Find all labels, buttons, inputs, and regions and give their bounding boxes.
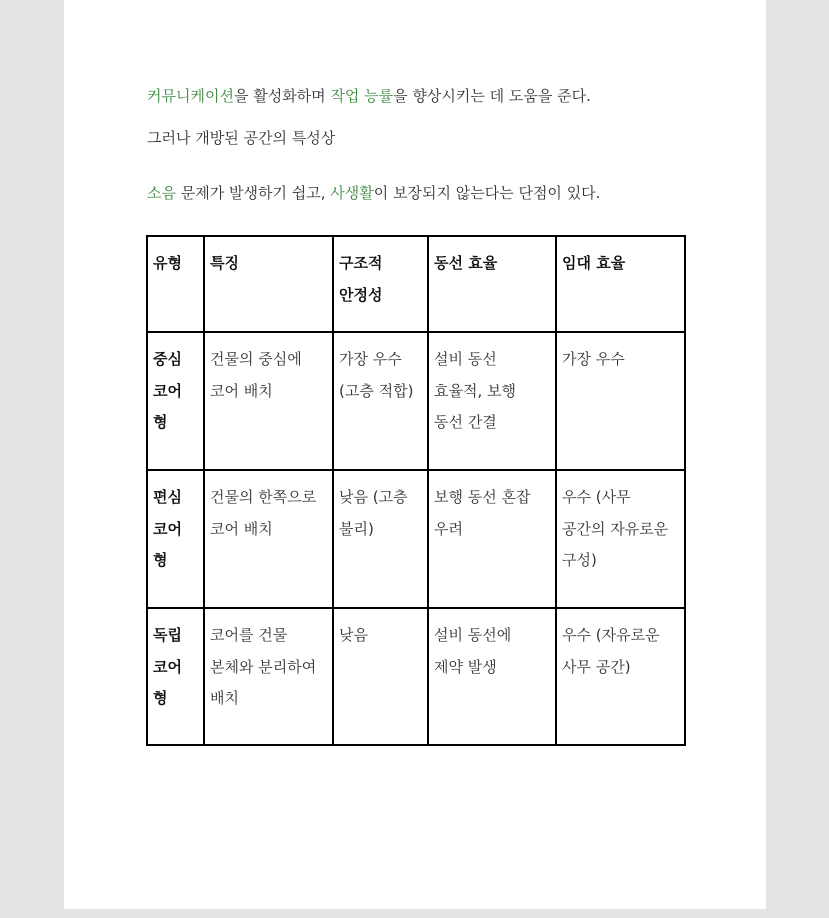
- cell-circulation-efficiency: [428, 332, 556, 470]
- paragraph-3: [147, 183, 600, 203]
- cell-text: 코어: [153, 381, 182, 400]
- cell-feature: [204, 332, 333, 470]
- cell-structural-stability: [333, 608, 428, 745]
- cell-text: (고층 적합): [339, 381, 414, 400]
- body-text: 을 향상시키는 데 도움을 준다.: [393, 87, 591, 105]
- cell-text: 동선 간결: [434, 413, 497, 431]
- header-rental-efficiency: [556, 236, 685, 332]
- cell-text: 코어 배치: [210, 519, 273, 538]
- highlight-text: 작업 능률: [330, 87, 394, 105]
- cell-text: 중심: [153, 350, 182, 368]
- cell-text: 구성): [562, 551, 597, 569]
- cell-text: 설비 동선에: [434, 626, 512, 644]
- cell-text: 코어 배치: [210, 381, 273, 400]
- table-row: [147, 332, 685, 470]
- cell-rental-efficiency: [556, 332, 685, 470]
- cell-rental-efficiency: [556, 470, 685, 608]
- cell-structural-stability: [333, 332, 428, 470]
- cell-text: 독립: [153, 626, 182, 644]
- cell-feature: [204, 470, 333, 608]
- cell-text: 코어: [153, 657, 182, 676]
- header-text: 동선 효율: [434, 254, 498, 272]
- table-row: [147, 608, 685, 745]
- body-text: 을 활성화하며: [233, 87, 331, 105]
- table-header-row: [147, 236, 685, 332]
- cell-text: 코어를 건물: [210, 626, 288, 644]
- cell-circulation-efficiency: [428, 470, 556, 608]
- cell-text: 낮음: [339, 626, 368, 644]
- paragraph-2: [147, 128, 335, 148]
- header-structural-stability: [333, 236, 428, 332]
- paragraph-1: [147, 86, 591, 106]
- header-text: 특징: [210, 254, 239, 272]
- cell-text: 가장 우수: [562, 350, 625, 368]
- table-row: [147, 470, 685, 608]
- cell-text: 형: [153, 413, 168, 431]
- cell-type: [147, 608, 204, 745]
- highlight-text: 사생활: [330, 184, 374, 202]
- body-text: 문제가 발생하기 쉽고,: [175, 184, 331, 202]
- header-text: 안정성: [339, 285, 383, 304]
- cell-text: 제약 발생: [434, 657, 497, 676]
- cell-type: [147, 470, 204, 608]
- document-page: [64, 0, 766, 909]
- core-type-table: [146, 235, 686, 746]
- cell-text: 형: [153, 689, 168, 707]
- cell-structural-stability: [333, 470, 428, 608]
- cell-text: 우려: [434, 519, 463, 538]
- cell-circulation-efficiency: [428, 608, 556, 745]
- body-text: 그러나 개방된 공간의 특성상: [147, 129, 336, 147]
- cell-rental-efficiency: [556, 608, 685, 745]
- highlight-text: 커뮤니케이션: [147, 87, 234, 105]
- cell-type: [147, 332, 204, 470]
- cell-text: 불리): [339, 519, 374, 538]
- cell-text: 사무 공간): [562, 657, 631, 676]
- cell-text: 편심: [153, 488, 182, 506]
- cell-text: 공간의 자유로운: [562, 519, 669, 538]
- cell-text: 효율적, 보행: [434, 381, 516, 400]
- cell-text: 배치: [210, 689, 239, 707]
- cell-text: 형: [153, 551, 168, 569]
- cell-feature: [204, 608, 333, 745]
- cell-text: 건물의 중심에: [210, 350, 302, 368]
- cell-text: 코어: [153, 519, 182, 538]
- cell-text: 가장 우수: [339, 350, 402, 368]
- body-text: 이 보장되지 않는다는 단점이 있다.: [373, 184, 601, 202]
- header-text: 유형: [153, 254, 182, 272]
- cell-text: 건물의 한쪽으로: [210, 488, 317, 506]
- cell-text: 우수 (사무: [562, 488, 631, 506]
- cell-text: 우수 (자유로운: [562, 626, 660, 644]
- header-type: [147, 236, 204, 332]
- header-circulation-efficiency: [428, 236, 556, 332]
- cell-text: 낮음 (고층: [339, 488, 408, 506]
- cell-text: 설비 동선: [434, 350, 497, 368]
- highlight-text: 소음: [147, 184, 176, 202]
- cell-text: 보행 동선 혼잡: [434, 488, 531, 506]
- cell-text: 본체와 분리하여: [210, 657, 317, 676]
- header-feature: [204, 236, 333, 332]
- header-text: 구조적: [339, 254, 383, 272]
- header-text: 임대 효율: [562, 254, 626, 272]
